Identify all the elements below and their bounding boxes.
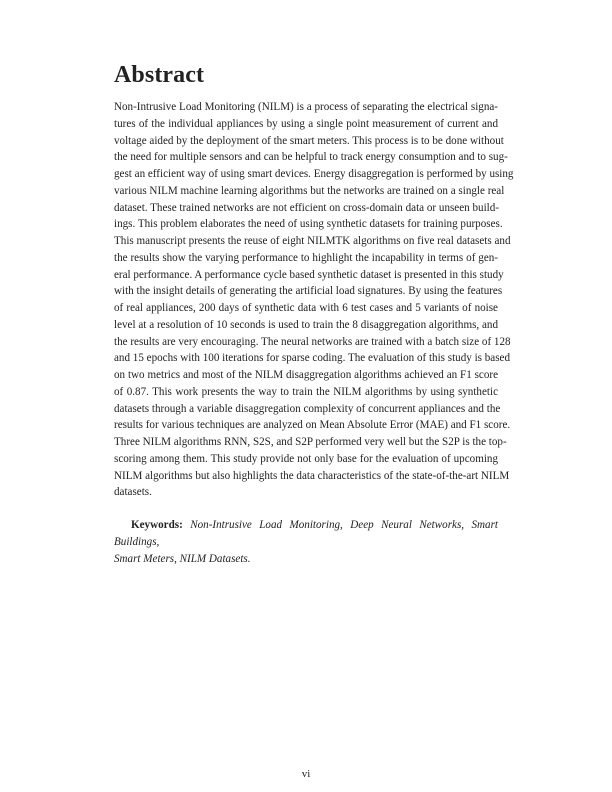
abstract-line: with the insight details of generating the artificial load signatures. By using the features (114, 285, 503, 298)
page-number: vi (301, 768, 311, 780)
keywords-line-2 (114, 553, 251, 565)
keywords-line-1 (114, 517, 498, 551)
abstract-line: on two metrics and most of the NILM disaggregation algorithms achieved an F1 score (114, 369, 498, 381)
abstract-line: gest an efficient way of using smart devices. Energy disaggregation is performed by using (114, 168, 514, 180)
abstract-body (114, 99, 514, 501)
abstract-line: and 15 epochs with 100 iterations for sparse coding. The evaluation of this study is based (114, 352, 511, 365)
abstract-line: the need for multiple sensors and can be helpful to track energy consumption and to sug- (114, 151, 508, 164)
abstract-line: of real appliances, 200 days of synthetic data with 6 test cases and 5 variants of noise (114, 302, 498, 314)
abstract-line: datasets through a variable disaggregation complexity of concurrent appliances and the (114, 402, 501, 415)
abstract-line: eral performance. A performance cycle based synthetic dataset is presented in this study (114, 268, 504, 281)
abstract-line: level at a resolution of 10 seconds is used to train the 8 disaggregation algorithms, and (114, 318, 498, 331)
keywords-section (114, 517, 498, 568)
keywords-text-1: Non-Intrusive Load Monitoring, Deep Neural Networks, Smart Buildings, (114, 519, 498, 548)
abstract-line: dataset. These trained networks are not efficient on cross-domain data or unseen build- (114, 201, 499, 214)
abstract-heading: Abstract (114, 62, 205, 88)
abstract-line: tures of the individual appliances by using a single point measurement of current and (114, 117, 498, 130)
abstract-line: NILM algorithms but also highlights the data characteristics of the state-of-the-art NILM (114, 469, 510, 482)
abstract-line: results for various techniques are analyzed on Mean Absolute Error (MAE) and F1 score. (114, 419, 511, 432)
abstract-line: datasets. (114, 486, 152, 499)
abstract-line: the results are very encouraging. The neural networks are trained with a batch size of 128 (114, 335, 511, 348)
abstract-line: Non-Intrusive Load Monitoring (NILM) is a process of separating the electrical signa- (114, 101, 498, 113)
keywords-text-2: Smart Meters, NILM Datasets. (114, 553, 251, 565)
abstract-line: ings. This problem elaborates the need of using synthetic datasets for training purposes. (114, 218, 503, 231)
abstract-line: various NILM machine learning algorithms but the networks are trained on a single real (114, 184, 505, 197)
abstract-line: This manuscript presents the reuse of eight NILMTK algorithms on five real datasets and (114, 235, 511, 247)
abstract-line: Three NILM algorithms RNN, S2S, and S2P performed very well but the S2P is the top- (114, 436, 507, 448)
abstract-line: voltage aided by the deployment of the smart meters. This process is to be done without (114, 134, 504, 147)
keywords-label: Keywords: (131, 519, 183, 531)
abstract-line: of 0.87. This work presents the way to train the NILM algorithms by using synthetic (114, 385, 498, 398)
abstract-line: the results show the varying performance to highlight the incapability in terms of gen- (114, 251, 498, 264)
abstract-line: scoring among them. This study provide not only base for the evaluation of upcoming (114, 452, 498, 465)
